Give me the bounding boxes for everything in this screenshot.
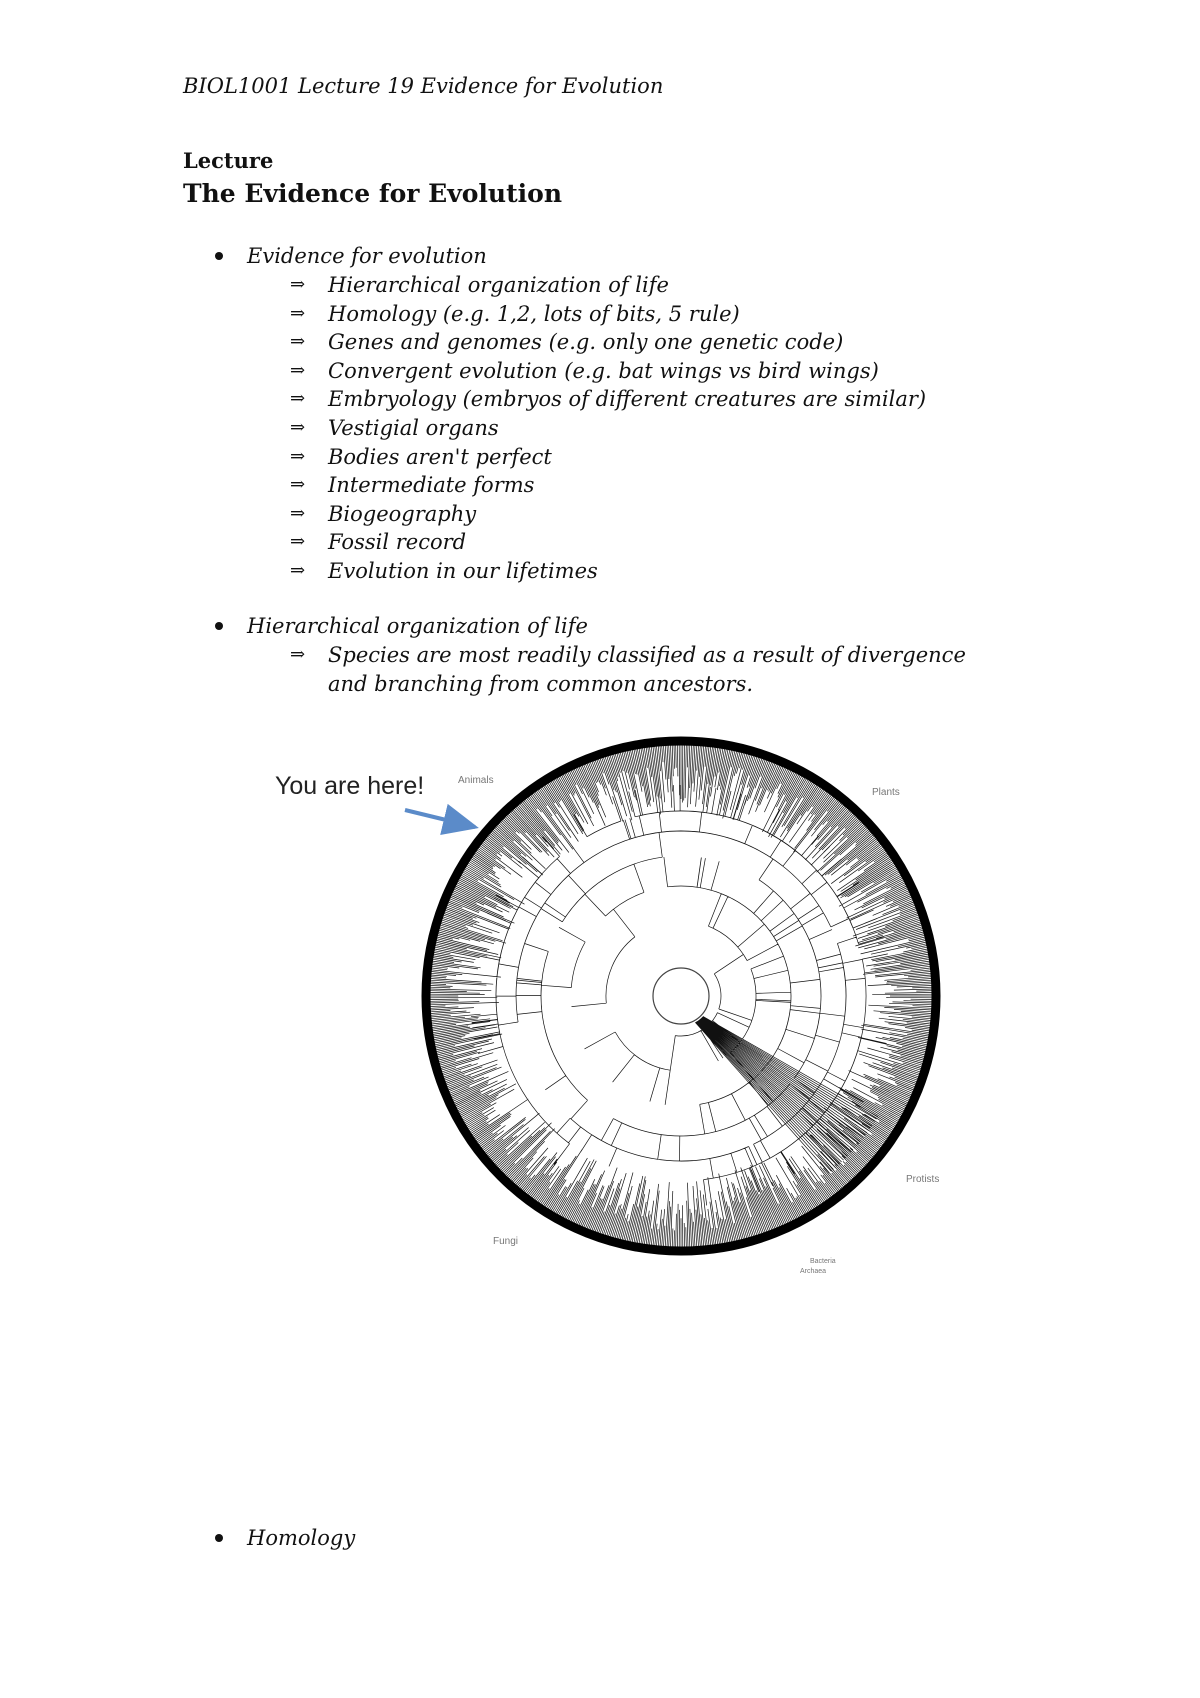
list-item — [290, 385, 926, 414]
list-item — [290, 328, 926, 357]
you-are-here-label: You are here! — [275, 772, 425, 800]
arrow-icon: ⇒ — [290, 302, 306, 324]
list-item-text: Bodies aren't perfect — [328, 444, 552, 469]
list-item-text: Intermediate forms — [328, 473, 535, 498]
list-item — [290, 443, 926, 472]
label-plants: Plants — [872, 787, 900, 798]
arrow-icon: ⇒ — [290, 331, 306, 353]
document-header: BIOL1001 Lecture 19 Evidence for Evolution — [183, 74, 664, 98]
label-protists: Protists — [906, 1174, 940, 1185]
arrow-icon: ⇒ — [290, 388, 306, 410]
evidence-list — [290, 271, 926, 586]
bullet-text: Hierarchical organization of life — [247, 614, 588, 638]
arrow-icon: ⇒ — [290, 274, 306, 295]
list-item-text: Convergent evolution (e.g. bat wings vs bird wings) — [328, 358, 879, 383]
label-fungi: Fungi — [493, 1236, 519, 1247]
bullet-icon — [215, 622, 223, 630]
arrow-icon: ⇒ — [290, 531, 306, 553]
list-item-text: Fossil record — [328, 530, 467, 555]
list-item — [290, 300, 926, 329]
list-item — [290, 357, 926, 386]
tree-branches — [430, 745, 932, 1247]
list-item-text: Evolution in our lifetimes — [328, 558, 598, 583]
list-item-text: Vestigial organs — [328, 415, 499, 440]
hierarchy-list — [290, 641, 990, 698]
list-item-text: Hierarchical organization of life — [328, 273, 669, 297]
list-item — [290, 528, 926, 557]
bullet-evidence — [215, 244, 487, 268]
arrow-icon: ⇒ — [290, 644, 306, 665]
list-item — [290, 271, 926, 300]
arrow-icon: ⇒ — [290, 445, 306, 467]
list-item — [290, 557, 926, 586]
list-item — [290, 641, 990, 698]
list-item-text: Homology (e.g. 1,2, lots of bits, 5 rule) — [328, 301, 740, 326]
bullet-hierarchy — [215, 614, 588, 638]
arrow-icon: ⇒ — [290, 502, 306, 524]
bullet-icon — [215, 1534, 223, 1542]
you-are-here-arrow — [405, 810, 475, 827]
bullet-homology — [215, 1526, 355, 1550]
tree-center-ring — [653, 968, 709, 1024]
tree-of-life-figure — [260, 712, 980, 1282]
list-item-text: Species are most readily classified as a result of divergence and branching from common ancestors. — [328, 643, 966, 696]
list-item-text: Embryology (embryos of different creatures are similar) — [328, 387, 927, 412]
label-archaea: Archaea — [800, 1268, 827, 1275]
list-item-text: Genes and genomes (e.g. only one genetic code) — [328, 330, 844, 355]
list-item — [290, 500, 926, 529]
label-bacteria: Bacteria — [810, 1258, 836, 1265]
list-item-text: Biogeography — [328, 501, 477, 526]
bullet-text: Evidence for evolution — [247, 244, 487, 268]
arrow-icon: ⇒ — [290, 359, 306, 381]
bullet-icon — [215, 252, 223, 260]
page-title: The Evidence for Evolution — [183, 179, 562, 208]
bullet-text: Homology — [247, 1526, 356, 1550]
arrow-icon: ⇒ — [290, 474, 306, 496]
arrow-icon: ⇒ — [290, 559, 306, 581]
section-label: Lecture — [183, 148, 274, 173]
arrow-icon: ⇒ — [290, 416, 306, 438]
list-item — [290, 414, 926, 443]
tree-of-life-diagram — [260, 712, 980, 1282]
label-animals: Animals — [458, 775, 494, 786]
list-item — [290, 471, 926, 500]
